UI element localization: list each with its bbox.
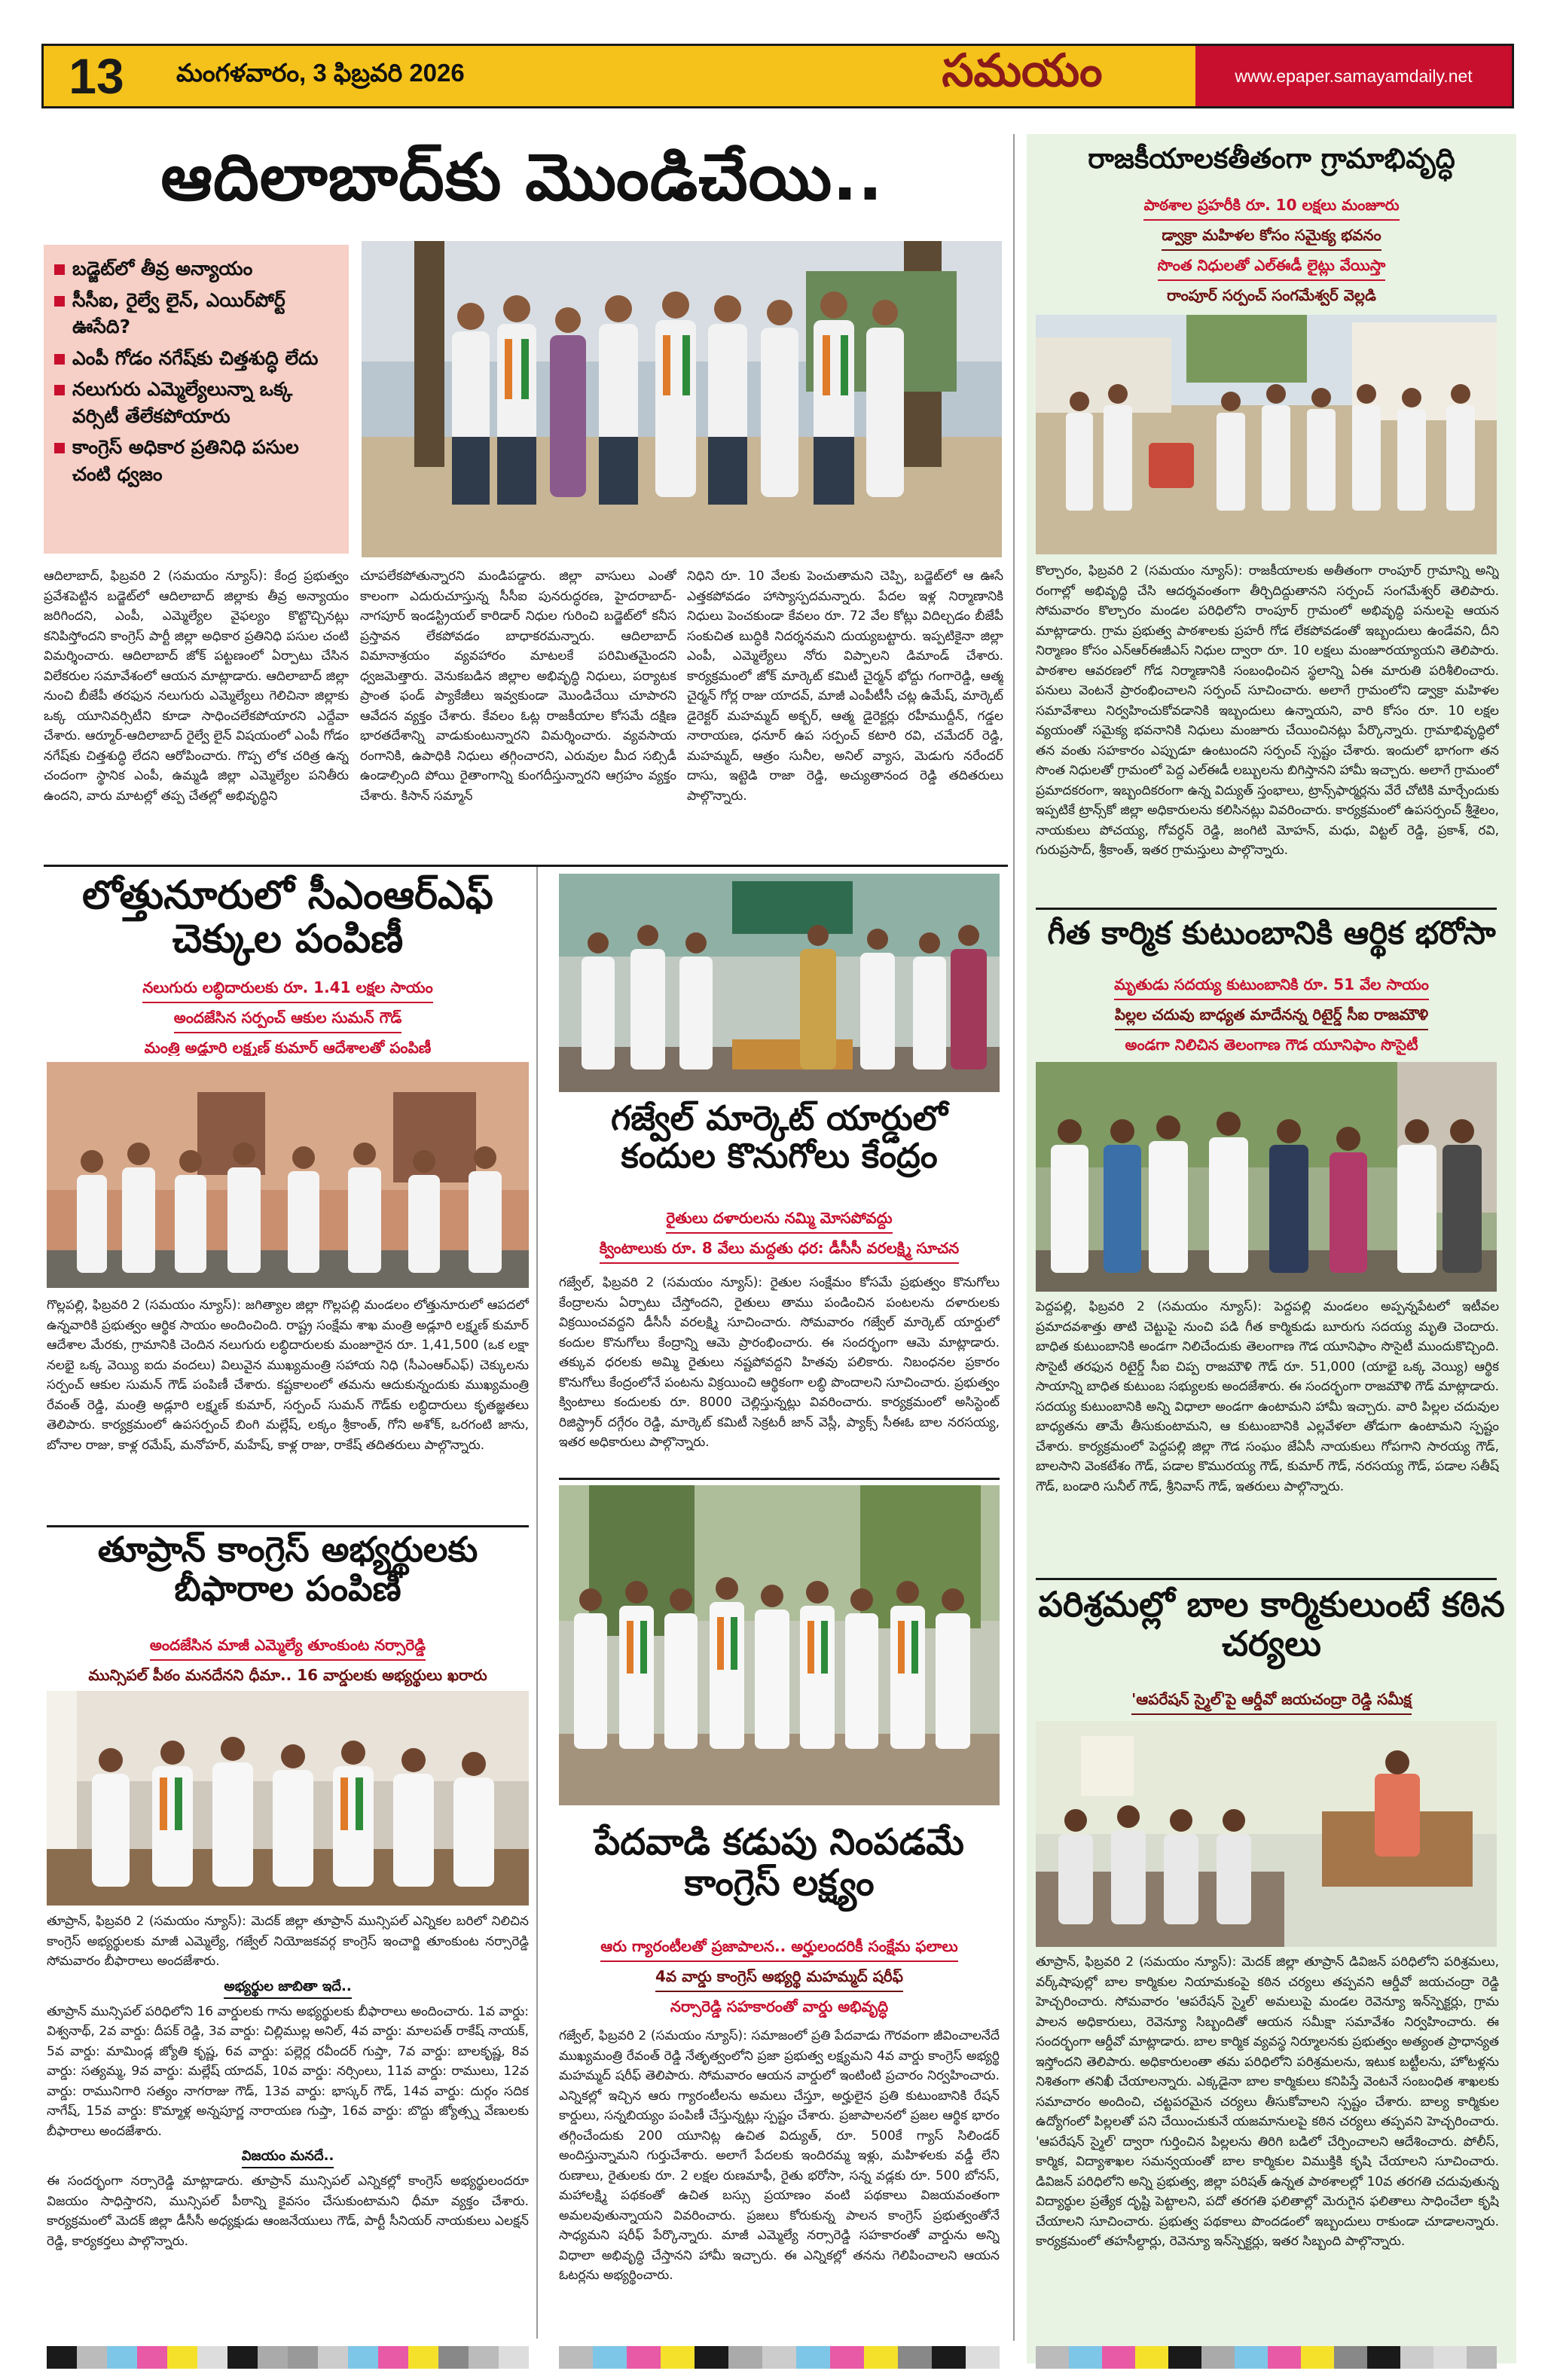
adilabad-body-col1: ఆదిలాబాద్, ఫిబ్రవరి 2 (సమయం న్యూస్): కేంద్ర ప్రభుత్వం ప్రవేశపెట్టిన బడ్జెట్‌లో ఆదిలాబాద్ జిల్లాకు తీవ్ర అన్యాయం జరిగిందని, ఎంపీ, ఎమ్మెల్యేల వైఫల్యం కొట్టొచ్చినట్లు కనిపిస్తోందని కాంగ్రెస్ పార్టీ జిల్లా అధికార ప్రతినిధి పసుల చంటి విమర్శించారు. ఆదిలాబాద్ జోక్ పట్టణంలో ఏర్పాటు చేసిన విలేకరుల సమావేశంలో ఆయన మాట్లాడారు. ఆదిలాబాద్ జిల్లా నుంచి బీజేపీ తరఫున నలుగురు ఎమ్మెల్యేలు గెలిచినా జిల్లాకు ఒక్క యూనివర్సిటీని కూడా సాధించలేకపోయారని ఎద్దేవా చేశారు. ఆర్మూర్-ఆదిలాబాద్ రైల్వే లైన్ విషయంలో ఎంపీ గోడం నగేష్‌కు చిత్తశుద్ధి లేదని ఆరోపించారు. గొప్ప లోక చరిత్ర ఉన్న చందంగా స్థానిక ఎంపీ, ఉమ్మడి జిల్లా ఎమ్మెల్యేల పనితీరు ఉందని, వారు మాటల్లో తప్ప చేతల్లో అభివృద్ధిని [44,569,349,804]
section-rule [47,1525,529,1527]
section-rule [559,1478,1000,1480]
epaper-url[interactable]: www.epaper.samayamdaily.net [1195,46,1512,106]
pedavadi-subheads: ఆరు గ్యారంటీలతో ప్రజాపాలన.. అర్హులందరికీ సంక్షేమ ఫలాలు 4వ వార్డు కాంగ్రెస్ అభ్యర్థి మహమ్మద్ షరీఫ్ నర్సారెడ్డి సహకారంతో వార్డు అభివృద్ధి [559,1932,1000,2021]
bullet-icon [54,385,65,395]
highlight-item: సీసీఐ, రైల్వే లైన్, ఎయిర్‌పోర్ట్ ఊసేది? [54,287,338,340]
geetha-subheads: మృతుడు సదయ్య కుటుంబానికి రూ. 51 వేల సాయం పిల్లల చదువు బాధ్యత మాదేనన్న రిటైర్డ్ సీఐ రాజమౌళి అండగా నిలిచిన తెలంగాణ గౌడ యూనిఫాం సొసైటీ [1032,970,1511,1059]
headline-adilabad: ఆదిలాబాద్‌కు మొండిచేయి.. [160,142,884,215]
section-rule [1036,908,1497,910]
column-divider-right [1013,134,1015,2341]
page-number: 13 [44,46,149,106]
rajakeeya-village-photo [1036,315,1497,554]
rajakeeya-body: కొల్చారం, ఫిబ్రవరి 2 (సమయం న్యూస్): రాజకీయాలకు అతీతంగా రాంపూర్ గ్రామాన్ని అన్ని రంగాల్లో అభివృద్ధి చేసి ఆదర్శవంతంగా తీర్చిదిద్దుతానని సర్పంచ్ సంగమేశ్వర్ తెలిపారు. సోమవారం కొల్చారం మండల పరిధిలోని రాంపూర్ గ్రామంలో అభివృద్ధి పనులపై ఆయన మాట్లాడారు. గ్రామ ప్రభుత్వ పాఠశాలకు ప్రహరీ గోడ లేకపోవడంతో ఇబ్బందులు ఉండేవని, దీని నిర్మాణం కోసం ఎన్ఆర్ఈజీఎస్ నిధుల ద్వారా రూ. 10 లక్షలు మంజూరయ్యాయని తెలిపారు. పాఠశాల ఆవరణలో గోడ నిర్మాణానికి సంబంధించిన స్థలాన్ని ఏఈ మారుతి పరిశీలించారు. పనులు వెంటనే ప్రారంభించాలని సర్పంచ్ సూచించారు. అలాగే గ్రామంలోని డ్వాక్రా మహిళల సమావేశాలు నిర్వహించుకోవడానికి ఇబ్బందులు ఉన్నాయని, వారి కోసం రూ. 10 లక్షల వ్యయంతో సమైక్య భవనానికి నిధులు మంజూరు చేయించినట్లు పేర్కొన్నారు. గ్రామాభివృద్ధిలో తన వంతు సహకారం ఎప్పుడూ ఉంటుందని సర్పంచ్ స్పష్టం చేశారు. ఇందులో భాగంగా తన సొంత నిధులతో గ్రామంలో పెద్ద ఎల్ఈడీ లబ్బులను బిగిస్తానని హామీ ఇచ్చారు. అలాగే గ్రామంలో ప్రమాదకరంగా, ఇబ్బందికరంగా ఉన్న విద్యుత్ స్తంభాలు, ట్రాన్స్‌ఫార్మర్లను వేరే చోటికి మార్చేందుకు ఇప్పటికే ట్రాన్స్‌కో జిల్లా అధికారులను కలిసినట్లు వివరించారు. కార్యక్రమంలో ఉపసర్పంచ్ శ్రీశైలం, నాయకులు పోచయ్య, గోవర్ధన్ రెడ్డి, జంగిటి మోహన్, మధు, విట్టల్ రెడ్డి, ప్రకాశ్, రవి, గురుప్రసాద్, శ్రీకాంత్, ఇతర గ్రామస్తులు పాల్గొన్నారు. [1036,563,1499,859]
lottunur-cheque-photo [47,1062,529,1288]
headline-lottunur: లోత్తునూరులో సీఎంఆర్ఎఫ్ చెక్కుల పంపిణీ [82,874,493,963]
headline-parishrama: పరిశ్రమల్లో బాల కార్మికులుంటే కఠిన చర్యలు [1038,1585,1505,1664]
adilabad-group-photo [362,241,1002,557]
print-color-bar-right [1036,2346,1497,2369]
parishrama-meeting-photo [1036,1721,1497,1947]
issue-date: మంగళవారం, 3 ఫిబ్రవరి 2026 [149,46,849,106]
toopran-list-subhead: అభ్యర్థుల జాబితా ఇదే.. [224,1976,351,1999]
gajwel-subheads: రైతులు దళారులను నమ్మి మోసపోవద్దు క్వింటాలుకు రూ. 8 వేలు మద్దతు ధర: డీసీసీ వరలక్ష్మి సూచన [559,1204,1000,1264]
parishrama-subheads: 'ఆపరేషన్ స్మైల్'పై ఆర్డీవో జయచంద్రా రెడ్డి సమీక్ష [1032,1685,1511,1715]
lottunur-body: గొల్లపల్లి, ఫిబ్రవరి 2 (సమయం న్యూస్): జగిత్యాల జిల్లా గొల్లపల్లి మండలం లోత్తునూరులో ఆపదలో ఉన్నవారికి ప్రభుత్వం ఆర్థిక సాయం అందించింది. రాష్ట్ర సంక్షేమ శాఖ మంత్రి అడ్లూరి లక్ష్మణ్ కుమార్ ఆదేశాల మేరకు, గ్రామానికి చెందిన నలుగురు లబ్ధిదారులకు మంజూరైన రూ. 1,41,500 (ఒక లక్షా నలభై ఒక్క వెయ్యి ఐదు వందలు) విలువైన ముఖ్యమంత్రి సహాయ నిధి (సీఎంఆర్ఎఫ్) చెక్కులను సర్పంచ్ ఆకుల సుమన్ గౌడ్ పంపిణీ చేశారు. కష్టకాలంలో తమను ఆదుకున్నందుకు ముఖ్యమంత్రి రేవంత్ రెడ్డి, మంత్రి అడ్లూరి లక్ష్మణ్ కుమార్, సర్పంచ్ సుమన్ గౌడ్‌కు లబ్ధిదారులు కృతజ్ఞతలు తెలిపారు. కార్యక్రమంలో ఉపసర్పంచ్ బింగి మల్లేష్, లక్కం శ్రీకాంత్, గోని అశోక్, ఒరగంటి జాను, బోనాల రాజు, కాళ్ల రమేష్, మనోహర్, మహేష్, కాళ్ల రాజు, రాకేష్ తదితరులు పాల్గొన్నారు. [47,1298,529,1453]
rajakeeya-subheads: పాఠశాల ప్రహరీకి రూ. 10 లక్షలు మంజూరు డ్వాక్రా మహిళల కోసం సమైక్య భవనం సొంత నిధులతో ఎల్ఈడీ లైట్లు వేయిస్తా రాంపూర్ సర్పంచ్ సంగమేశ్వర్ వెల్లడి [1032,191,1511,307]
geetha-donation-photo [1036,1062,1497,1292]
bullet-icon [54,443,65,453]
parishrama-body: తూప్రాన్, ఫిబ్రవరి 2 (సమయం న్యూస్): మెదక్ జిల్లా తూప్రాన్ డివిజన్ పరిధిలోని పరిశ్రమలు, వర్క్‌షాపుల్లో బాల కార్మికుల నియామకంపై కఠిన చర్యలు తప్పవని ఆర్డీవో జయచంద్రా రెడ్డి హెచ్చరించారు. సోమవారం 'ఆపరేషన్ స్మైల్' అమలుపై మండల రెవెన్యూ ఇన్‌స్పెక్టర్లు, గ్రామ పాలన అధికారులు, రెవెన్యూ సిబ్బందితో ఆయన సమీక్షా సమావేశం నిర్వహించారు. ఈ సందర్భంగా ఆర్డీవో మాట్లాడారు. బాల కార్మిక వ్యవస్థ నిర్మూలనకు ప్రభుత్వం అత్యంత ప్రాధాన్యత ఇస్తోందని తెలిపారు. అధికారులంతా తమ పరిధిలోని పరిశ్రమలను, ఇటుక బట్టీలను, హోటళ్లను నిశితంగా తనిఖీ చేయాలన్నారు. ఎక్కడైనా బాల కార్మికులు కనిపిస్తే వెంటనే సంబంధిత శాఖలకు సమాచారం అందించి, చట్టపరమైన చర్యలు తీసుకోవాలని స్పష్టం చేశారు. బాల్య కార్మికుల ఉద్యోగంలో పిల్లలతో పని చేయించుకునే యజమానులపై కఠిన చర్యలు తప్పవని హెచ్చరించారు. 'ఆపరేషన్ స్మైల్' ద్వారా గుర్తించిన పిల్లలను తిరిగి బడిలో చేర్పించాలని ఆదేశించారు. పోలీస్, కార్మిక, విద్యాశాఖల సమన్వయంతో బాల కార్మికుల విముక్తికి కృషి చేయాలని సూచించారు. డివిజన్ పరిధిలోని అన్ని ప్రభుత్వ, జిల్లా పరిషత్ ఉన్నత పాఠశాలల్లో 10వ తరగతి చదువుతున్న విద్యార్థుల ప్రత్యేక దృష్టి పెట్టాలని, పదో తరగతి ఫలితాల్లో మెరుగైన ఫలితాలు సాధించేలా కృషి చేయాలని సూచించారు. ప్రభుత్వ పథకాలు పొందడంలో ఇబ్బందులు రాకుండా చూడాలన్నారు. కార్యక్రమంలో తహసీల్దార్లు, రెవెన్యూ ఇన్‌స్పెక్టర్లు, ఇతర సిబ్బంది పాల్గొన్నారు. [1036,1954,1499,2250]
highlight-item: కాంగ్రెస్ అధికార ప్రతినిధి పసుల చంటి ధ్వజం [54,434,338,487]
headline-rajakeeya: రాజకీయాలకతీతంగా గ్రామాభివృద్ధి [1088,143,1455,175]
toopran-victory-subhead: విజయం మనదే.. [242,2146,334,2168]
adilabad-body-col3: నిధిని రూ. 10 వేలకు పెంచుతామని చెప్పి, బడ్జెట్‌లో ఆ ఊసే ఎత్తకపోవడం హాస్యాస్పదమన్నారు. పేదల ఇళ్ల నిర్మాణానికి నిధులు పెంచకుండా కేవలం రూ. 72 వేల కోట్లు విదిల్చడం బీజేపీ సంకుచిత బుద్ధికి నిదర్శనమని దుయ్యబట్టారు. ఇప్పటికైనా జిల్లా ఎంపీ, ఎమ్మెల్యేలు నోరు విప్పాలని డిమాండ్ చేశారు. కార్యక్రమంలో జోక్ మార్కెట్ కమిటీ చైర్మన్ భోద్దు గంగారెడ్డి, ఆత్మ చైర్మన్ గోర్ల రాజు యాదవ్, మాజీ ఎంపీటీసీ చట్ల ఉమేష్, మార్కెట్ డైరెక్టర్ మహమ్మద్ అక్బర్, ఆత్మ డైరెక్టర్లు రహీముద్దీన్, గడ్డల నారాయణ, ధనూర్ ఉప సర్పంచ్ కటారి రవి, చమేదర్ రెడ్డి, మహమ్మద్, ఆత్రం సునీల, అనిల్ వ్యాస, మెడుగు నరేందర్ దాసు, ఇట్టెడి రాజా రెడ్డి, అచ్యుతానంద రెడ్డి తదితరులు పాల్గొన్నారు. [687,569,1003,804]
toopran-subheads: అందజేసిన మాజీ ఎమ్మెల్యే తూంకుంట నర్సారెడ్డి మున్సిపల్ పీఠం మనదేనని ధీమా.. 16 వార్డులకు అభ్యర్థులు ఖరారు [47,1631,529,1687]
adilabad-body-col2: చూపలేకపోతున్నారని మండిపడ్డారు. జిల్లా వాసులు ఎంతో కాలంగా ఎదురుచూస్తున్న సీసీఐ పునరుద్ధరణ, హైదరాబాద్-నాగపూర్ ఇండస్ట్రియల్ కారిడార్ నిధుల గురించి బడ్జెట్‌లో కనీస ప్రస్తావన లేకపోవడం బాధాకరమన్నారు. ఆదిలాబాద్ విమానాశ్రయం వ్యవహారం మాటలకే పరిమితమైందని ధ్వజమెత్తారు. వెనుకబడిన జిల్లాల అభివృద్ధి నిధులు, పర్యాటక ప్రాంత ఫండ్ ప్యాకేజీలు ఇవ్వకుండా మొండిచేయి చూపారని ఆవేదన వ్యక్తం చేశారు. కేవలం ఓట్ల రాజకీయాల కోసమే దక్షిణ భారతదేశాన్ని వాడుకుంటున్నారని విమర్శించారు. వ్యవసాయ రంగానికి, ఉపాధికి నిధులు తగ్గించారని, ఎరువుల మీద సబ్సిడీ ఉండాల్సింది పోయి రైతాంగాన్ని కుంగదీస్తున్నారని ఆగ్రహం వ్యక్తం చేశారు. కిసాన్ సమ్మాన్ [360,569,676,804]
gajwel-body: గజ్వేల్, ఫిబ్రవరి 2 (సమయం న్యూస్): రైతుల సంక్షేమం కోసమే ప్రభుత్వం కొనుగోలు కేంద్రాలను ఏర్పాటు చేస్తోందని, రైతులు తాము పండించిన పంటలను దళారులకు విక్రయించవద్దని డీసీసీ వరలక్ష్మి సూచించారు. సోమవారం గజ్వేల్ మార్కెట్ యార్డులో కందుల కొనుగోలు కేంద్రాన్ని ఆమె ప్రారంభించారు. ఈ సందర్భంగా ఆమె మాట్లాడారు. తక్కువ ధరలకు అమ్మి రైతులు నష్టపోవద్దని హితవు పలికారు. నిబంధనల ప్రకారం కొనుగోలు కేంద్రంలోనే పంటను విక్రయించి ఆర్థికంగా లబ్ధి పొందాలని సూచించారు. ప్రభుత్వం క్వింటాలు కందులకు రూ. 8000 చెల్లిస్తున్నట్లు వివరించారు. కార్యక్రమంలో అసిస్టెంట్ రిజిస్ట్రార్ దగ్గేరం రెడ్డి, మార్కెట్ కమిటీ సెక్రటరీ జాన్ వెస్లీ, ప్యాక్స్ సీఈఓ బాల నరసయ్య, ఇతర అధికారులు పాల్గొన్నారు. [559,1275,1000,1451]
highlight-item: బడ్జెట్‌లో తీవ్ర అన్యాయం [54,255,338,282]
pedavadi-campaign-photo [559,1485,1000,1805]
headline-geetha: గీత కార్మిక కుటుంబానికి ఆర్థిక భరోసా [1047,915,1496,951]
pedavadi-body: గజ్వేల్, ఫిబ్రవరి 2 (సమయం న్యూస్): సమాజంలో ప్రతి పేదవాడు గౌరవంగా జీవించాలనేదే ముఖ్యమంత్రి రేవంత్ రెడ్డి నేతృత్వంలోని ప్రజా ప్రభుత్వ లక్ష్యమని 4వ వార్డు కాంగ్రెస్ అభ్యర్థి మహమ్మద్ షరీఫ్ తెలిపారు. సోమవారం ఆయన వార్డులో ఇంటింటి ప్రచారం నిర్వహించారు. ఎన్నికల్లో ఇచ్చిన ఆరు గ్యారంటీలను అమలు చేస్తూ, అర్హులైన ప్రతి కుటుంబానికి రేషన్ కార్డులు, సన్నబియ్యం పంపిణీ చేస్తున్నట్లు స్పష్టం చేశారు. ప్రజాపాలనలో ప్రజల ఆర్థిక భారం తగ్గించేందుకు 200 యూనిట్ల ఉచిత విద్యుత్, రూ. 500కే గ్యాస్ సిలిండర్ అందిస్తున్నామని గుర్తుచేశారు. అలాగే పేదలకు ఇందిరమ్మ ఇళ్లు, మహిళలకు వడ్డీ లేని రుణాలు, రైతులకు రూ. 2 లక్షల రుణమాఫీ, రైతు భరోసా, సన్న వడ్లకు రూ. 500 బోనస్, మహాలక్ష్మి పథకంతో ఉచిత బస్సు ప్రయాణం వంటి పథకాలు విజయవంతంగా అమలవుతున్నాయని వివరించారు. ప్రజలు కోరుకున్న పాలన కాంగ్రెస్ ప్రభుత్వంతోనే సాధ్యమని షరీఫ్ పేర్కొన్నారు. మాజీ ఎమ్మెల్యే నర్సారెడ్డి సహకారంతో వార్డును అన్ని విధాలా అభివృద్ధి చేస్తానని హామీ ఇచ్చారు. ఈ ఎన్నికల్లో తనను గెలిపించాలని ఆయన ఓటర్లను అభ్యర్థించారు. [559,2028,1000,2284]
section-rule [44,865,1008,867]
section-rule [1036,1578,1497,1580]
bullet-icon [54,296,65,307]
headline-gajwel-market: గజ్వేల్ మార్కెట్ యార్డులో కందుల కొనుగోలు కేంద్రం [611,1100,948,1176]
column-divider-left [536,866,538,2339]
highlight-item: నలుగురు ఎమ్మెల్యేలున్నా ఒక్క వర్సిటీ తేలేకపోయారు [54,376,338,429]
gajwel-market-photo [559,874,1000,1092]
bullet-icon [54,354,65,365]
masthead [41,44,1514,108]
print-color-bar-left [47,2346,529,2369]
highlight-item: ఎంపీ గోడం నగేష్‌కు చిత్తశుద్ధి లేదు [54,345,338,372]
adilabad-highlights-box [44,245,349,554]
print-color-bar-middle [559,2346,1000,2369]
geetha-body: పెద్దపల్లి, ఫిబ్రవరి 2 (సమయం న్యూస్): పెద్దపల్లి మండలం అప్పన్నపేటలో ఇటీవల ప్రమాదవశాత్తు తాటి చెట్టుపై నుంచి పడి గీత కార్మికుడు బూరుగు సదయ్య మృతి చెందారు. బాధిత కుటుంబానికి అండగా నిలిచేందుకు తెలంగాణ గౌడ యూనిఫాం సొసైటీ ముందుకొచ్చింది. సొసైటీ తరఫున రిటైర్డ్ సీఐ చిప్ప రాజమౌళి గౌడ్ రూ. 51,000 (యాభై ఒక్క వెయ్యి) ఆర్థిక సాయాన్ని బాధిత కుటుంబ సభ్యులకు అందజేశారు. ఈ సందర్భంగా రాజమౌళి గౌడ్ మాట్లాడారు. సదయ్య కుటుంబానికి అన్ని విధాలా అండగా ఉంటామని హామీ ఇచ్చారు. వారి పిల్లల చదువుల బాధ్యతను తామే తీసుకుంటామని, ఆ కుటుంబానికి ఎల్లవేళలా తోడుగా ఉంటామని స్పష్టం చేశారు. కార్యక్రమంలో పెద్దపల్లి జిల్లా గౌడ సంఘం జేఏసీ నాయకులు గోపగాని సారయ్య గౌడ్, బాలసాని వెంకటేశం గౌడ్, పడాల కొమురయ్య గౌడ్, కుమార్ గౌడ్, నరసయ్య గౌడ్, పడాల సతీష్ గౌడ్, బండారి సునీల్ గౌడ్, శ్రీనివాస్ గౌడ్, ఇతరులు పాల్గొన్నారు. [1036,1299,1499,1494]
toopran-body: తూప్రాన్, ఫిబ్రవరి 2 (సమయం న్యూస్): మెదక్ జిల్లా తూప్రాన్ మున్సిపల్ ఎన్నికల బరిలో నిలిచిన కాంగ్రెస్ అభ్యర్థులకు మాజీ ఎమ్మెల్యే, గజ్వేల్ నియోజకవర్గ కాంగ్రెస్ ఇంచార్జి తూంకుంట నర్సారెడ్డి సోమవారం బీఫారాలు అందజేశారు. అభ్యర్థుల జాబితా ఇదే.. తూప్రాన్ మున్సిపల్ పరిధిలోని 16 వార్డులకు గాను అభ్యర్థులకు బీఫారాలు అందించారు. 1వ వార్డు: విశ్వనాథ్, 2వ వార్డు: దీపక్ రెడ్డి, 3వ వార్డు: చిల్లిముల్ల అనిల్, 4వ వార్డు: మాలపత్ రాకేష్ నాయక్, 5వ వార్డు: మామిండ్ల జ్యోతి కృష్ణ, 6వ వార్డు: పల్లెర్ల రవీందర్ గుప్తా, 7వ వార్డు: బాలకృష్ణ, 8వ వార్డు: సత్యమ్మ, 9వ వార్డు: మల్లేష్ యాదవ్, 10వ వార్డు: నర్సింలు, 11వ వార్డు: రాములు, 12వ వార్డు: రామునిగారి సత్యం నాగరాజు గౌడ్, 13వ వార్డు: భాస్కర్ గౌడ్, 14వ వార్డు: దుర్గం సదిక నాగేష్, 15వ వార్డు: కొమ్మాళ్ల అన్నపూర్ణ నారాయణ గుప్తా, 16వ వార్డు: బొద్దు జ్యోత్స్న వేణులకు బీఫారాలు అందజేశారు. విజయం మనదే.. ఈ సందర్భంగా నర్సారెడ్డి మాట్లాడారు. తూప్రాన్ మున్సిపల్ ఎన్నికల్లో కాంగ్రెస్ అభ్యర్థులందరూ విజయం సాధిస్తారని, మున్సిపల్ పీఠాన్ని కైవసం చేసుకుంటామని ధీమా వ్యక్తం చేశారు. కార్యక్రమంలో మెదక్ జిల్లా డీసీసీ అధ్యక్షుడు ఆంజనేయులు గౌడ్, పార్టీ సీనియర్ నాయకులు ఎలక్షన్ రెడ్డి, కార్యకర్తలు పాల్గొన్నారు. [47,1914,529,2249]
toopran-bform-photo [47,1691,529,1906]
headline-pedavadi: పేదవాడి కడుపు నింపడమే కాంగ్రెస్ లక్ష్యం [594,1823,964,1904]
newspaper-logo: సమయం [849,46,1195,106]
lottunur-subheads: నలుగురు లబ్ధిదారులకు రూ. 1.41 లక్షల సాయం అందజేసిన సర్పంచ్ ఆకుల సుమన్ గౌడ్ మంత్రి అడ్లూరి లక్ష్మణ్ కుమార్ ఆదేశాలతో పంపిణీ [47,973,529,1056]
headline-toopran: తూప్రాన్ కాంగ్రెస్ అభ్యర్థులకు బీఫారాల పంపిణీ [97,1530,478,1609]
bullet-icon [54,264,65,275]
